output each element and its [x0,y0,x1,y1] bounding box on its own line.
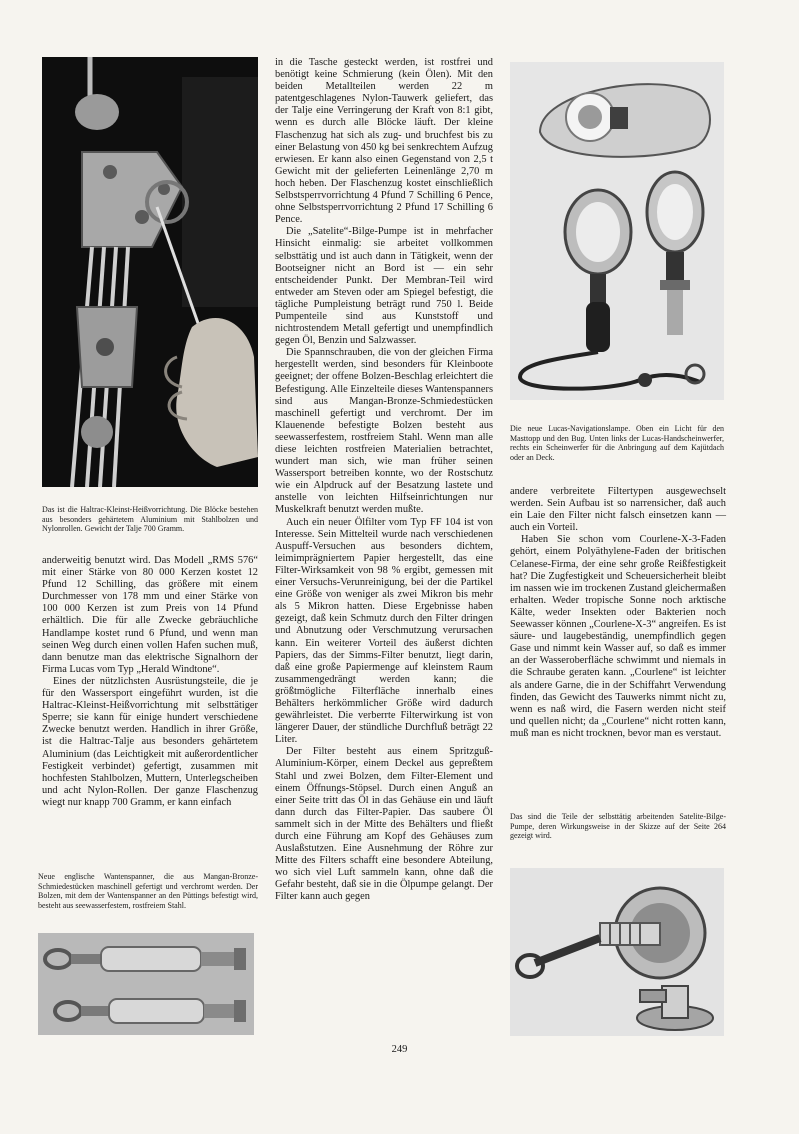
paragraph: Die Spannschrauben, die von der gleichen Firma hergestellt werden, sind besonders für Kleinboote geeignet; der offene Bolzen-Beschlag erleichtert die Befestigung. Alle Einzelteile dieses Wantenspanners sind aus Mangan-Bronze-Schmiedestücken maschinell gefertigt und verchromt. Der im Klauenende befestigte Bolzen besteht aus seewasserfestem, rostfreiem Stahl. Wenn man alle diese leichten rostfreien Materialien betrachtet, wundert man sich, wie man früher seinen Wassersport betreiben konnte, wo der Rostschutz wie ein Alpdruck auf der Besatzung lastete und anstelle von leichten Hilfseinrichtungen nur Muskelkraft benutzt werden mußte. [275,347,493,516]
paragraph: anderweitig benutzt wird. Das Modell „RMS 576“ mit einer Stärke von 80 000 Kerzen kostet 12 Pfund 12 Schilling, das größere mit einem Durchmesser von 178 mm und einer Stärke von 100 000 Kerzen ist zum Preis von 14 Pfund erhältlich. Die für alle Zwecke gebräuchliche Handlampe kostet rund 6 Pfund, und wenn man seinen Weg durch einen vollen Hafen suchen muß, dann benutze man das elektrische Signalhorn der Firma Lucas vom Typ „Herald Windtone“. [42,555,258,675]
pump-photo [510,868,724,1036]
right-column [510,486,726,740]
turnbuckles-illustration [38,933,254,1035]
paragraph: Haben Sie schon vom Courlene-X-3-Faden gehört, einem Polyäthylene-Faden der britischen Celanese-Firma, der eine sehr große Reißfestigkeit hat? Die Zugfestigkeit und Scheuersicherheit bleibt im nassen wie im trockenen Zustand gleichermaßen erhalten. Weder tropische Sonne noch arktische Kälte, weder Insekten oder Bakterien noch Seewasser können „Courlene-X-3“ angreifen. Es ist säure- und laugebeständig, unempfindlich gegen Gase und nimmt kein Wasser auf, so daß es immer an der Wasseroberfläche schwimmt und niemals in die Schraube geraten kann. „Courlene“ ist leichter als andere Garne, die in der Schiffahrt Verwendung finden, das Gewicht des Tauwerks nimmt nicht zu, wenn es naß wird, die Fasern werden nicht steif und quellen nicht; da „Courlene“ nicht rotten kann, muß man es nicht trocknen, bevor man es verstaut. [510,534,726,739]
middle-column [275,57,493,904]
tackle-photo [42,57,258,487]
paragraph: Eines der nützlichsten Ausrüstungsteile, die je für den Wassersport eingeführt wurden, ist die Haltrac-Kleinst-Heißvorrichtung mit selbsttätiger Sperre; sie kann für einige hundert verschiedene Zwecke benutzt werden. Handlich in ihrer Größe, ist die Haltrac-Talje aus besonders gehärtetem Aluminium (das Leichtigkeit mit außerordentlicher Festigkeit verbindet) gefertigt, zusammen mit hochfesten Stahlbolzen, Muttern, Unterlegscheiben und acht Nylon-Rollen. Der ganze Flaschenzug wiegt nur knapp 700 Gramm, er kann einfach [42,675,258,808]
tackle-illustration [42,57,258,487]
page-number: 249 [391,1044,408,1055]
pump-caption: Das sind die Teile der selbsttätig arbeitenden Satelite-Bilge-Pumpe, deren Wirkungsweise in der Skizze auf der Seite 264 gezeigt wird. [510,812,726,840]
paragraph: Auch ein neuer Ölfilter vom Typ FF 104 ist von Interesse. Sein Mittelteil wurde nach verschiedenen Auspuff-Versuchen aus besonders dichtem, leimimprägniertem Papier hergestellt, das eine Filter-Wirksamkeit von 98 % ergibt, gemessen mit einer Versuchs-Verunreinigung, bei der die Partikel eine Größe von weniger als zwei Mikron bis mehr als 5 Mikron hatten. Diese Ergebnisse haben gezeigt, daß kein Schmutz durch den Filter dringen und Abnutzung oder Verschmutzung verursachen kann. Ein weiterer Vorteil des äußerst dichten Papiers, das der Simms-Filter benutzt, liegt darin, daß eine große Papiermenge auf kleinstem Raum zusammengedrängt werden kann; die größtmögliche Filterfläche innerhalb eines Behälters herkömmlicher Größe wird dadurch gewährleistet. Die verberrte Filterwirkung ist von längerer Dauer, der stündliche Durchfluß beträgt 22 Liter. [275,516,493,746]
turnbuckles-caption: Neue englische Wantenspanner, die aus Mangan-Bronze-Schmiedestücken maschinell gefertigt und verchromt werden. Der Bolzen, mit dem der Wantenspanner an den Püttings befestigt wird, besteht aus seewasserfestem, rostfreiem Stahl. [38,872,258,910]
left-column [42,555,258,809]
tackle-caption: Das ist die Haltrac-Kleinst-Heißvorrichtung. Die Blöcke bestehen aus besonders gehärtetem Aluminium mit Stahlbolzen und Nylonrollen. Gewicht der Talje 700 Gramm. [42,505,258,533]
pump-illustration [510,868,724,1036]
paragraph: in die Tasche gesteckt werden, ist rostfrei und benötigt keine Schmierung (kein Ölen). Mit den beiden Metallteilen werden 22 m patentgeschlagenes Nylon-Tauwerk geliefert, das der Talje eine Verringerung der Kraft von 8:1 gibt, wenn es durch alle Blöcke läuft. Der kleine Flaschenzug hat sich als zug- und bruchfest bis zu einer Belastung von 450 kg bei senkrechtem Aufzug erwiesen. Er kann also einen Gegenstand von 2,5 t Gewicht mit der gelieferten Leinenlänge 2,70 m hoch heben. Der Flaschenzug kostet einschließlich Selbstsperrvorrichtung 4 Pfund 7 Schilling 6 Pence, ohne Selbstsperrvorrichtung 2 Pfund 17 Schilling 6 Pence. [275,57,493,226]
lamps-illustration [510,62,724,400]
paragraph: Der Filter besteht aus einem Spritzguß-Aluminium-Körper, einem Deckel aus gepreßtem Stahl und zwei Bolzen, dem Filter-Element und einem Öffnungs-Stöpsel. Durch einen Anguß an einer Seite tritt das Öl in das Gehäuse ein und läuft dann durch das Filter-Papier. Das saubere Öl sammelt sich in der Mitte des Behälters und fließt durch eine Führung am Kopf des Gehäuses zum Auslaßstutzen. Eine Ausnehmung der Röhre zur Mitte des Filters schafft eine besondere Abteilung, wo sich viel Luft sammeln kann, ohne daß die Gefahr besteht, daß sie in die Ölpumpe gelangt. Der Filter kann auch gegen [275,746,493,903]
turnbuckles-photo [38,933,254,1035]
lamps-caption: Die neue Lucas-Navigationslampe. Oben ein Licht für den Masttopp und den Bug. Unten links der Lucas-Handscheinwerfer, rechts ein Scheinwerfer für die Anbringung auf dem Kajütdach oder an Deck. [510,424,724,462]
paragraph: Die „Satelite“-Bilge-Pumpe ist in mehrfacher Hinsicht einmalig: sie arbeitet vollkommen selbsttätig und ist auch dann in Tätigkeit, wenn der Bootseigner nicht an Bord ist — ein sehr entscheidender Punkt. Der Membran-Teil wird entweder am Steven oder am Spiegel befestigt, die tägliche Pumpleistung beträgt rund 750 l. Beide Pumpenteile sind aus Kunststoff und nichtrostendem Metall gefertigt und unempfindlich gegen Öl, Benzin und Salzwasser. [275,226,493,347]
paragraph: andere verbreitete Filtertypen ausgewechselt werden. Sein Aufbau ist so narrensicher, daß auch ein Laie den Filter nicht falsch einsetzen kann — auch ein Vorteil. [510,486,726,534]
lamps-photo [510,62,724,400]
